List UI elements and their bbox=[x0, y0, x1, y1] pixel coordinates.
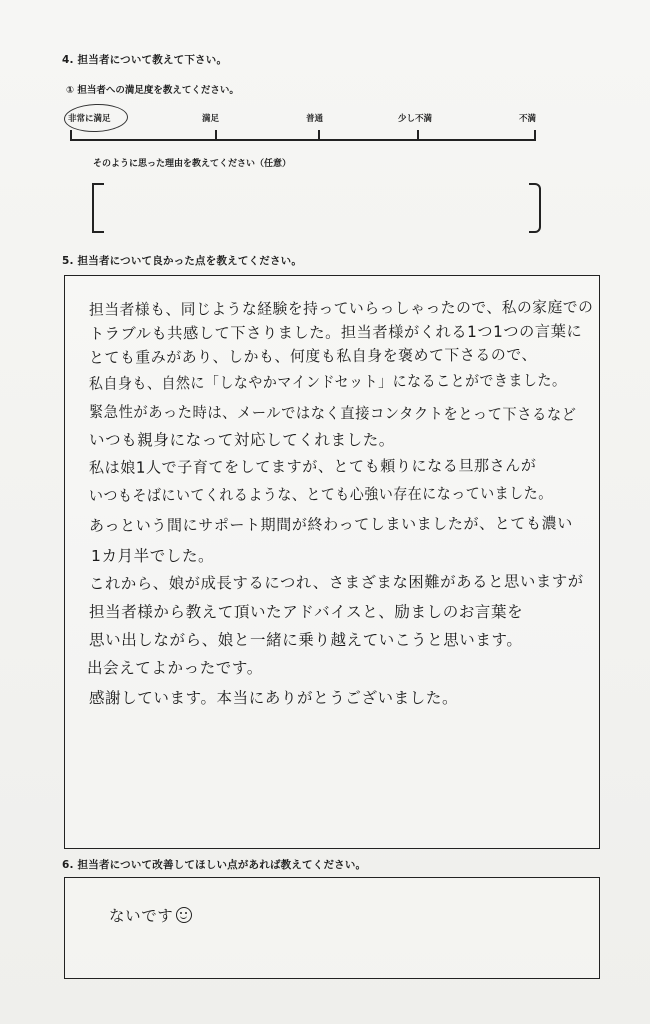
selected-option-circle bbox=[64, 103, 129, 133]
scale-option-neutral[interactable]: 普通 bbox=[306, 114, 324, 124]
scale-tick bbox=[215, 130, 217, 141]
scale-line bbox=[70, 139, 536, 141]
q5-title: 5. 担当者について良かった点を教えてください。 bbox=[62, 255, 303, 267]
answer-line: 私自身も、自然に「しなやかマインドセット」になることができました。 bbox=[88, 371, 567, 393]
answer-line: 感謝しています。本当にありがとうございました。 bbox=[89, 689, 459, 707]
q4-title: 4. 担当者について教えて下さい。 bbox=[62, 54, 228, 66]
q5-answer-box[interactable] bbox=[64, 275, 600, 849]
answer-line: 出会えてよかったです。 bbox=[87, 659, 263, 677]
answer-line: 思い出しながら、娘と一緒に乗り越えていこうと思います。 bbox=[89, 631, 523, 649]
q6-answer bbox=[109, 904, 192, 926]
q6-title: 6. 担当者について改善してほしい点があれば教えてください。 bbox=[62, 859, 367, 871]
q4-sub-title: ① 担当者への満足度を教えてください。 bbox=[66, 85, 239, 96]
scale-tick bbox=[417, 130, 419, 141]
answer-line: 担当者様も、同じような経験を持っていらっしゃったので、私の家庭での bbox=[88, 298, 594, 319]
answer-line: これから、娘が成長するにつれ、さまざまな困難があると思いますが bbox=[88, 572, 584, 593]
scale-option-slightly-dissatisfied[interactable]: 少し不満 bbox=[398, 114, 433, 124]
scale-option-dissatisfied[interactable]: 不満 bbox=[519, 114, 537, 124]
reason-label: そのように思った理由を教えてください（任意） bbox=[93, 159, 292, 169]
smiley-face-icon bbox=[176, 907, 192, 923]
q6-answer-box[interactable] bbox=[64, 877, 600, 979]
scale-option-satisfied[interactable]: 満足 bbox=[202, 114, 220, 124]
answer-line: 1カ月半でした。 bbox=[91, 547, 215, 565]
answer-line: 担当者様から教えて頂いたアドバイスと、励ましのお言葉を bbox=[89, 603, 524, 621]
scale-tick bbox=[318, 130, 320, 141]
reason-bracket-right bbox=[529, 183, 541, 233]
q6-answer-text: ないです bbox=[109, 907, 174, 925]
answer-line: とても重みがあり、しかも、何度も私自身を褒めて下さるので、 bbox=[88, 345, 537, 367]
reason-input[interactable] bbox=[106, 188, 526, 224]
reason-bracket-left bbox=[92, 183, 104, 233]
answer-line: あっという間にサポート期間が終わってしまいましたが、とても濃い bbox=[88, 514, 573, 535]
scale-option-very-satisfied[interactable]: 非常に満足 bbox=[68, 114, 111, 124]
answer-line: いつもそばにいてくれるような、とても心強い存在になっていました。 bbox=[88, 484, 553, 505]
answer-line: トラブルも共感して下さりました。担当者様がくれる1つ1つの言葉に bbox=[88, 322, 583, 343]
answer-line: いつも親身になって対応してくれました。 bbox=[89, 431, 395, 449]
scale-tick bbox=[534, 130, 536, 141]
answer-line: 緊急性があった時は、メールではなく直接コンタクトをとって下さるなど bbox=[88, 403, 577, 424]
scale-tick bbox=[70, 130, 72, 141]
answer-line: 私は娘1人で子育てをしてますが、とても頼りになる旦那さんが bbox=[88, 456, 537, 477]
